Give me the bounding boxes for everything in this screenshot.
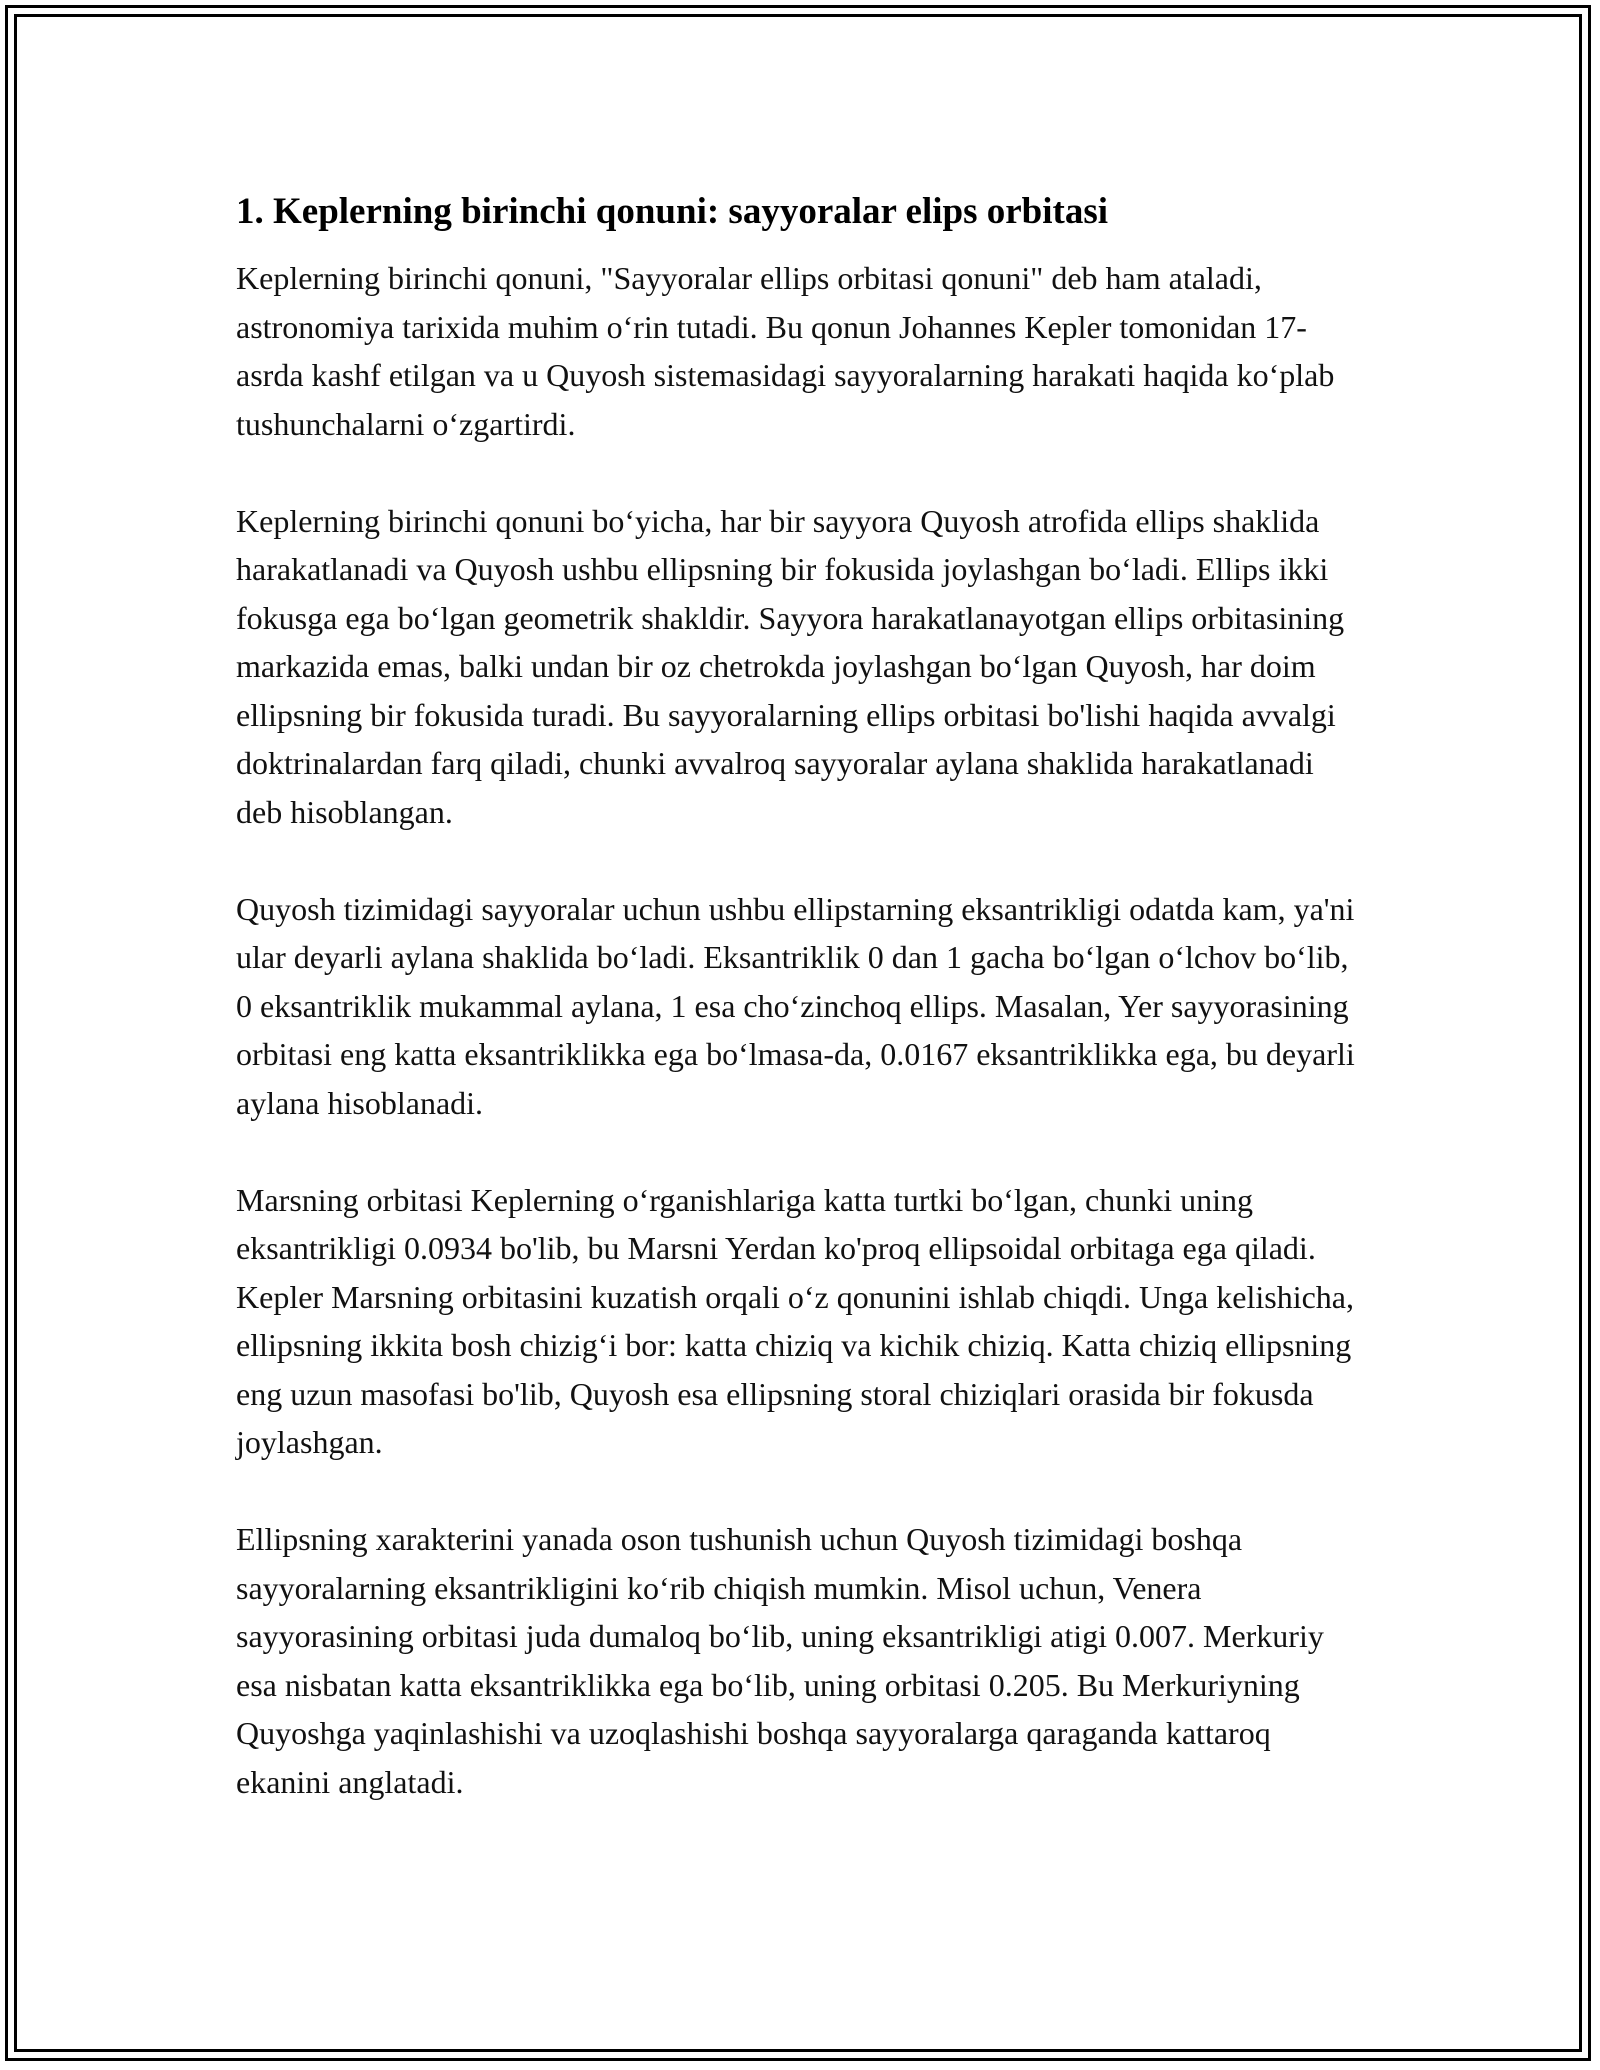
paragraph-4: Marsning orbitasi Keplerning o‘rganishlariga katta turtki bo‘lgan, chunki uning eksantrikligi 0.0934 bo'lib, bu Marsni Yerdan ko'proq ellipsoidal orbitaga ega qiladi. Kepler Marsning orbitasini kuzatish orqali o‘z qonunini ishlab chiqdi. Unga kelishicha, ellipsning ikkita bosh chizig‘i bor: katta chiziq va kichik chiziq. Katta chiziq ellipsning eng uzun masofasi bo'lib, Quyosh esa ellipsning storal chiziqlari orasida bir fokusda joylashgan. [236, 1181, 1354, 1460]
document-body [236, 188, 1366, 1806]
paragraph-5: Ellipsning xarakterini yanada oson tushunish uchun Quyosh tizimidagi boshqa sayyoralarning eksantrikligini ko‘rib chiqish mumkin. Misol uchun, Venera sayyorasining orbitasi juda dumaloq bo‘lib, uning eksantrikligi atigi 0.007. Merkuriy esa nisbatan katta eksantriklikka ega bo‘lib, uning orbitasi 0.205. Bu Merkuriyning Quyoshga yaqinlashishi va uzoqlashishi boshqa sayyoralarga qaraganda kattaroq ekanini anglatadi. [236, 1521, 1324, 1800]
paragraph-1: Keplerning birinchi qonuni, "Sayyoralar ellips orbitasi qonuni" deb ham ataladi, astronomiya tarixida muhim o‘rin tutadi. Bu qonun Johannes Kepler tomonidan 17-asrda kashf etilgan va u Quyosh sistemasidagi sayyoralarning harakati haqida ko‘plab tushunchalarni o‘zgartirdi. [236, 260, 1335, 442]
paragraph-2: Keplerning birinchi qonuni bo‘yicha, har bir sayyora Quyosh atrofida ellips shaklida harakatlanadi va Quyosh ushbu ellipsning bir fokusida joylashgan bo‘ladi. Ellips ikki fokusga ega bo‘lgan geometrik shakldir. Sayyora harakatlanayotgan ellips orbitasining markazida emas, balki undan bir oz chetrokda joylashgan bo‘lgan Quyosh, har doim ellipsning bir fokusida turadi. Bu sayyoralarning ellips orbitasi bo'lishi haqida avvalgi doktrinalardan farq qiladi, chunki avvalroq sayyoralar aylana shaklida harakatlanadi deb hisoblangan. [236, 502, 1345, 830]
document-title: 1. Keplerning birinchi qonuni: sayyoralar elips orbitasi [236, 191, 1109, 232]
paragraph-3: Quyosh tizimidagi sayyoralar uchun ushbu ellipstarning eksantrikligi odatda kam, ya'ni ular deyarli aylana shaklida bo‘ladi. Eksantriklik 0 dan 1 gacha bo‘lgan o‘lchov bo‘lib, 0 eksantriklik mukammal aylana, 1 esa cho‘zinchoq ellips. Masalan, Yer sayyorasining orbitasi eng katta eksantriklikka ega bo‘lmasa-da, 0.0167 eksantriklikka ega, bu deyarli aylana hisoblanadi. [236, 890, 1355, 1121]
